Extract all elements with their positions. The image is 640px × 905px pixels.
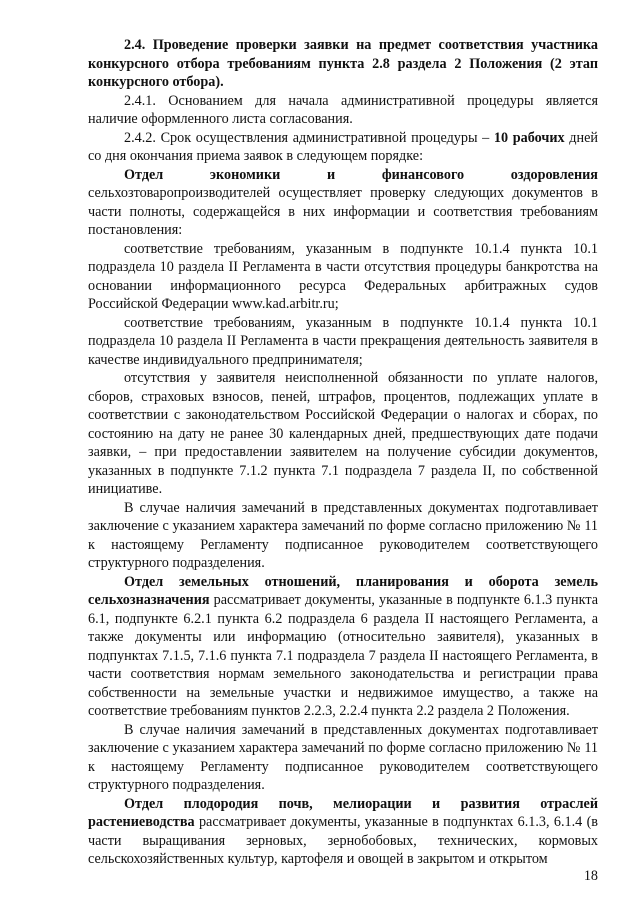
- paragraph-2-4-2: [88, 129, 598, 166]
- page-number: 18: [583, 868, 598, 884]
- list-item-entrepreneur: соответствие требованиям, указанным в подпункте 10.1.4 пункта 10.1 подраздела 10 раздела II Регламента в части прекращения деятельность заявителя в качестве индивидуального предпринимателя;: [88, 314, 598, 368]
- paragraph-2-4-1: 2.4.1. Основанием для начала административной процедуры является наличие оформленного листа согласования.: [88, 92, 598, 127]
- list-item-bankruptcy: соответствие требованиям, указанным в подпункте 10.1.4 пункта 10.1 подраздела 10 раздела II Регламента в части отсутствия процедуры банкротства на основании информационного ресурса Федеральных арбитражных судов Российской Федерации www.kad.arbitr.ru;: [88, 240, 598, 312]
- dept-land-paragraph: [88, 573, 598, 721]
- dept-soil-text: рассматривает документы, указанные в подпунктах 6.1.3, 6.1.4 (в части выращивания зерновых, зернобобовых, технических, кормовых сельскохозяйственных культур, картофеля и овощей в закрытом и открытом: [88, 814, 598, 867]
- remarks-paragraph-1: В случае наличия замечаний в представленных документах подготавливает заключение с указанием характера замечаний по форме согласно приложению № 11 к настоящему Регламенту подписанное руководителем соответствующего структурного подразделения.: [88, 499, 598, 571]
- dept-land-name: Отдел земельных отношений, планирования и оборота земель сельхозназначения: [88, 573, 598, 608]
- list-item-taxes: отсутствия у заявителя неисполненной обязанности по уплате налогов, сборов, страховых взносов, пеней, штрафов, процентов, подлежащих уплате в соответствии с законодательством Российской Федерации о налогах и сборах, по состоянию на дату не ранее 30 календарных дней, предшествующих дате подачи заявки, – при предоставлении заявителем на получение субсидии документов, указанных в подпункте 7.1.2 пункта 7.1 подраздела 7 раздела II, по собственной инициативе.: [88, 370, 598, 497]
- dept-economics-name: Отдел экономики и финансового оздоровления: [124, 166, 598, 183]
- p242-duration: 10 рабочих: [493, 129, 565, 146]
- dept-soil-paragraph: [88, 795, 598, 869]
- dept-land-text: рассматривает документы, указанные в подпункте 6.1.3 пункта 6.1, подпункте 6.2.1 пункта 6.2 подраздела 6 раздела II настоящего Регламента, а также документы или информацию (относительно заявителя), указанных в подпунктах 7.1.5, 7.1.6 пункта 7.1 подраздела 7 раздела II настоящего Регламента, в части соответствия нормам земельного законодательства и регистрации права собственности на земельные участки и недвижимое имущество, а также на соответствие требованиям пунктов 2.2.3, 2.2.4 пункта 2.2 раздела 2 Положения.: [88, 592, 598, 719]
- p242-text-start: 2.4.2. Срок осуществления административной процедуры –: [124, 129, 494, 146]
- dept-economics-paragraph: [88, 166, 598, 240]
- section-heading: 2.4. Проведение проверки заявки на предмет соответствия участника конкурсного отбора требованиям пункта 2.8 раздела 2 Положения (2 этап конкурсного отбора).: [88, 37, 598, 90]
- page-body: [88, 36, 598, 869]
- remarks-paragraph-2: В случае наличия замечаний в представленных документах подготавливает заключение с указанием характера замечаний по форме согласно приложению № 11 к настоящему Регламенту подписанное руководителем соответствующего структурного подразделения.: [88, 721, 598, 793]
- dept-soil-name: Отдел плодородия почв, мелиорации и развития отраслей растениеводства: [88, 795, 598, 830]
- p242-text-end: дней со дня окончания приема заявок в следующем порядке:: [88, 129, 599, 164]
- dept-economics-text: сельхозтоваропроизводителей осуществляет проверку следующих документов в части полноты, содержащейся в них информации и соответствия требованиям постановления:: [88, 185, 598, 238]
